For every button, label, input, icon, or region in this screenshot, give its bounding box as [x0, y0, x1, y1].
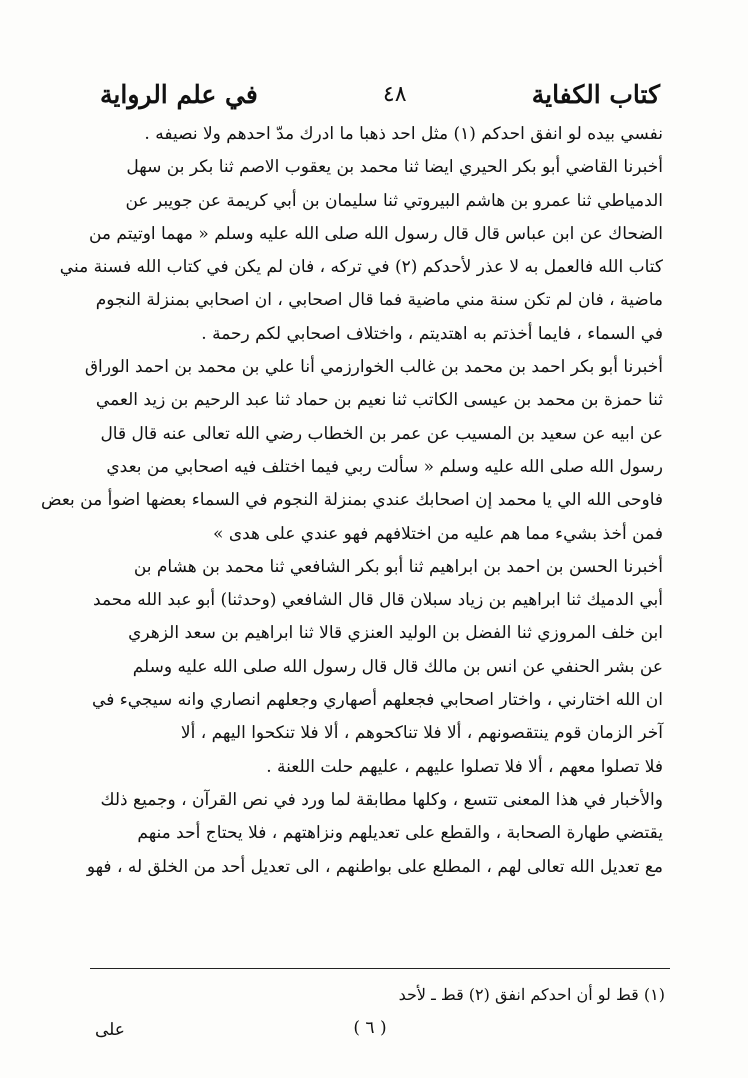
text-line: ماضية ، فان لم تكن سنة مني ماضية فما قال اصحابي ، ان اصحابي بمنزلة النجوم [95, 290, 663, 311]
text-line: كتاب الله فالعمل به لا عذر لأحدكم (٢) في تركه ، فان لم يكن في كتاب الله فسنة مني [59, 257, 663, 278]
text-line: نفسي بيده لو انفق احدكم (١) مثل احد ذهبا ما ادرك مدّ احدهم ولا نصيفه . [144, 124, 663, 144]
text-line: أبي الدميك ثنا ابراهيم بن زياد سبلان قال قال الشافعي (وحدثنا) أبو عبد الله محمد [93, 590, 663, 611]
text-line: فلا تصلوا معهم ، ألا فلا تصلوا عليهم ، عليهم حلت اللعنة . [266, 756, 663, 777]
page-number: ٤٨ [382, 81, 407, 107]
text-line: فاوحى الله الي يا محمد إن اصحابك عندي بمنزلة النجوم في السماء بعضها اضوأ من بعض [41, 490, 663, 511]
page-header [100, 72, 660, 116]
text-line: ابن خلف المروزي ثنا الفضل بن الوليد العنزي قالا ثنا ابراهيم بن سعد الزهري [128, 623, 663, 644]
main-text [41, 118, 663, 884]
text-line: يقتضي طهارة الصحابة ، والقطع على تعديلهم ونزاهتهم ، فلا يحتاج أحد منهم [137, 823, 663, 844]
footnote-divider [90, 968, 670, 969]
text-line: فمن أخذ بشيء مما هم عليه من اختلافهم فهو عندي على هدى » [213, 523, 663, 544]
text-line: الضحاك عن ابن عباس قال قال رسول الله صلى الله عليه وسلم « مهما اوتيتم من [88, 223, 663, 244]
text-line: أخبرنا أبو بكر احمد بن محمد بن غالب الخوارزمي أنا علي بن محمد بن احمد الوراق [84, 357, 663, 378]
text-line: عن بشر الحنفي عن انس بن مالك قال قال رسول الله صلى الله عليه وسلم [132, 656, 663, 677]
text-line: آخر الزمان قوم ينتقصونهم ، ألا فلا تناكحوهم ، ألا فلا تنكحوا اليهم ، ألا [180, 723, 663, 744]
text-line: والأخبار في هذا المعنى تتسع ، وكلها مطابقة لما ورد في نص القرآن ، وجميع ذلك [100, 789, 663, 810]
signature-mark: ( ٦ ) [353, 1018, 387, 1038]
book-subtitle: في علم الرواية [100, 79, 258, 109]
text-line: الدمياطي ثنا عمرو بن هاشم البيروتي ثنا سليمان بن أبي كريمة عن جويبر عن [125, 190, 663, 211]
text-line: أخبرنا الحسن بن احمد بن ابراهيم ثنا أبو بكر الشافعي ثنا محمد بن هشام بن [133, 556, 663, 577]
text-line: في السماء ، فايما أخذتم به اهتديتم ، واختلاف اصحابي لكم رحمة . [201, 323, 663, 344]
text-line: مع تعديل الله تعالى لهم ، المطلع على بواطنهم ، الى تعديل أحد من الخلق له ، فهو [86, 856, 663, 877]
text-line: عن ابيه عن سعيد بن المسيب عن عمر بن الخطاب رضي الله تعالى عنه قال قال [100, 423, 663, 444]
book-title: كتاب الكفاية [531, 79, 660, 109]
footnote: (١) قط لو أن احدكم انفق (٢) قط ـ لأحد [398, 985, 665, 1004]
text-line: رسول الله صلى الله عليه وسلم « سألت ربي فيما اختلف فيه اصحابي من بعدي [106, 456, 663, 477]
text-line: أخبرنا القاضي أبو بكر الحيري ايضا ثنا محمد بن يعقوب الاصم ثنا بكر بن سهل [126, 157, 663, 178]
text-line: ان الله اختارني ، واختار اصحابي فجعلهم أصهاري وجعلهم انصاري وانه سيجيء في [92, 690, 663, 711]
catchword: على [95, 1020, 125, 1040]
text-line: ثنا حمزة بن محمد بن عيسى الكاتب ثنا نعيم بن حماد ثنا عبد الرحيم بن زيد العمي [95, 390, 663, 411]
